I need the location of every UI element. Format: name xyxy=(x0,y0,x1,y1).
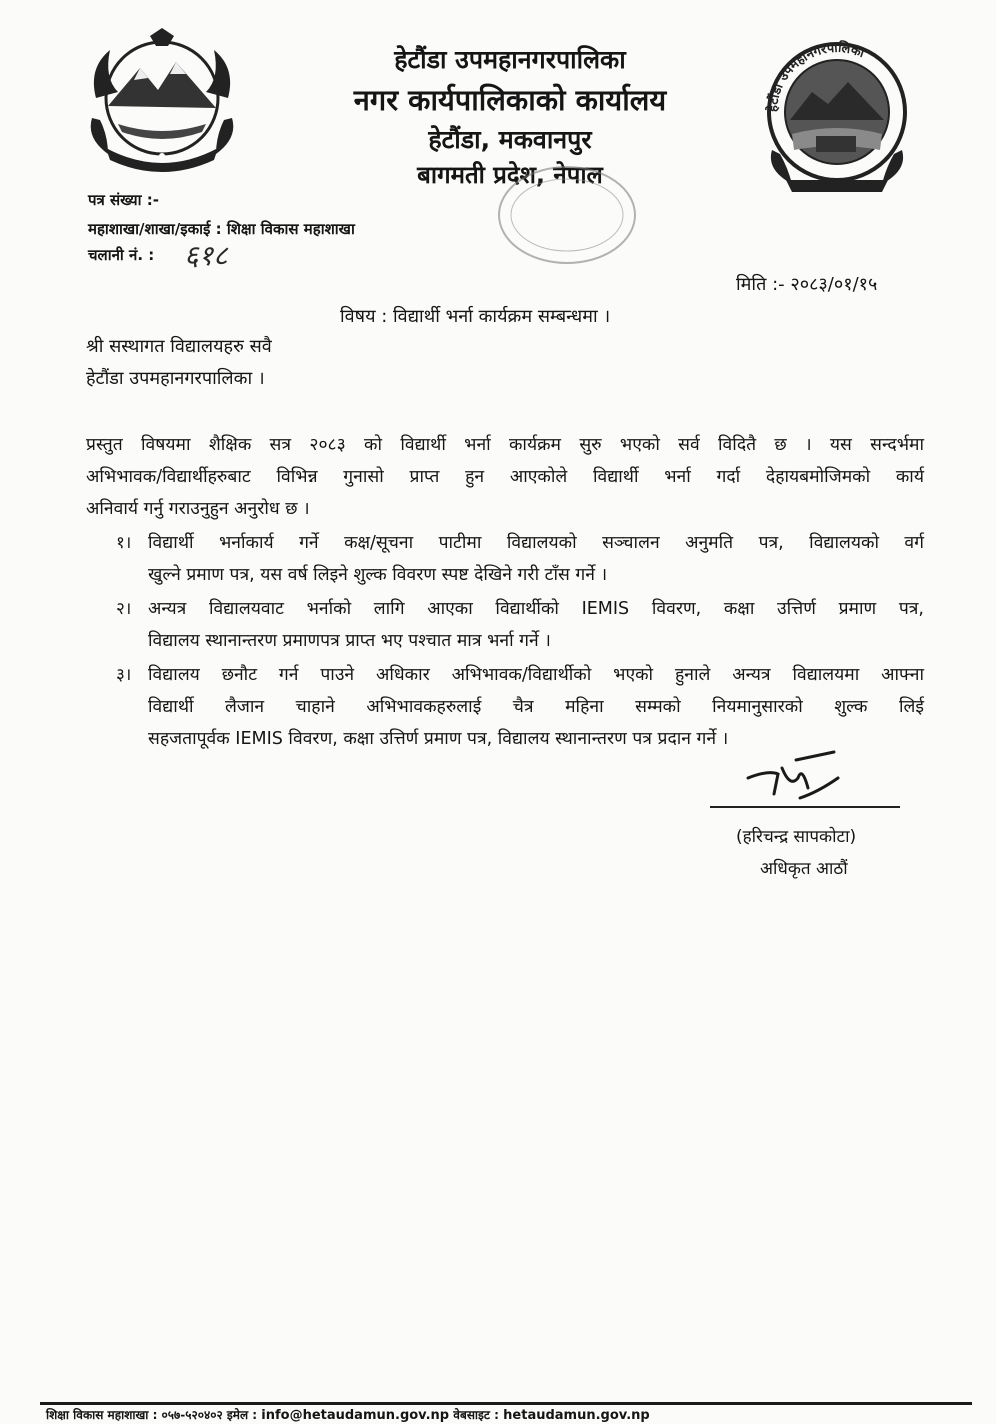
point-line: विद्यालय स्थानान्तरण प्रमाणपत्र प्राप्त भए पश्चात मात्र भर्ना गर्ने । xyxy=(148,631,551,651)
dispatch-number-label: चलानी नं. : xyxy=(88,246,155,264)
point-line: अन्यत्र विद्यालयवाट भर्नाको लागि आएका विद्यार्थीको IEMIS विवरण, कक्षा उत्तिर्ण प्रमाण पत्र, xyxy=(148,599,924,619)
letter-subject: विषय : विद्यार्थी भर्ना कार्यक्रम सम्बन्धमा । xyxy=(340,306,611,327)
point-line: विद्यालय छनौट गर्न पाउने अधिकार अभिभावक/विद्यार्थीको भएको हुनाले अन्यत्र विद्यालयमा आफ्ना xyxy=(148,665,924,685)
handwritten-signature xyxy=(738,748,848,808)
footer-phone: शिक्षा विकास महाशाखा : ०५७-५२०४०२ xyxy=(46,1408,223,1422)
seal-text: हेटौंडा उपमहानगरपालिका xyxy=(765,40,867,113)
dispatch-number-value: ६१८ xyxy=(184,239,228,272)
header-line-4: बागमती प्रदेश, नेपाल xyxy=(417,161,603,189)
recipient-line-1: श्री सस्थागत विद्यालयहरु सवै xyxy=(86,336,272,357)
footer-email[interactable]: info@hetaudamun.gov.np xyxy=(261,1408,450,1423)
point-line: सहजतापूर्वक IEMIS विवरण, कक्षा उत्तिर्ण प्रमाण पत्र, विद्यालय स्थानान्तरण पत्र प्रदान गर्ने । xyxy=(148,729,729,749)
nepal-government-emblem xyxy=(78,28,246,176)
point-number: २। xyxy=(116,599,132,619)
header-line-3: हेटौंडा, मकवानपुर xyxy=(428,125,592,154)
point-number: ३। xyxy=(116,665,132,685)
recipient-line-2: हेटौंडा उपमहानगरपालिका । xyxy=(86,368,265,389)
signatory-title: अधिकृत आठौं xyxy=(760,859,848,879)
footer-contact xyxy=(46,1406,650,1423)
point-number: १। xyxy=(116,533,132,553)
intro-line: अनिवार्य गर्नु गराउनुहुन अनुरोध छ । xyxy=(86,499,310,519)
letter-number-label: पत्र संख्या :- xyxy=(88,191,159,209)
letter-date: मिति :- २०८३/०१/१५ xyxy=(736,274,878,295)
office-stamp-impression xyxy=(492,160,642,270)
footer-web-label: वेबसाइट : xyxy=(453,1408,499,1422)
signatory-name: (हरिचन्द्र सापकोटा) xyxy=(736,827,857,847)
intro-line: अभिभावक/विद्यार्थीहरुबाट विभिन्न गुनासो प्राप्त हुन आएकोले विद्यार्थी भर्ना गर्दा देहायबमोजिमको कार्य xyxy=(86,467,924,487)
point-line: विद्यार्थी लैजान चाहाने अभिभावकहरुलाई चैत्र महिना सम्मको नियमानुसारको शुल्क लिई xyxy=(148,697,924,717)
footer-email-label: इमेल : xyxy=(226,1408,258,1422)
footer-divider xyxy=(40,1402,972,1405)
header-line-2: नगर कार्यपालिकाको कार्यालय xyxy=(353,83,667,117)
intro-line: प्रस्तुत विषयमा शैक्षिक सत्र २०८३ को विद्यार्थी भर्ना कार्यक्रम सुरु भएको सर्व विदितै छ । यस सन्दर्भमा xyxy=(86,435,924,455)
point-line: विद्यार्थी भर्नाकार्य गर्ने कक्ष/सूचना पाटीमा विद्यालयको सञ्चालन अनुमति पत्र, विद्यालयको वर्ग xyxy=(148,533,924,553)
branch-label: महाशाखा/शाखा/इकाई : शिक्षा विकास महाशाखा xyxy=(88,220,355,238)
signature-rule xyxy=(710,806,900,808)
footer-website[interactable]: hetaudamun.gov.np xyxy=(503,1408,650,1423)
municipality-seal xyxy=(752,30,922,196)
header-line-1: हेटौंडा उपमहानगरपालिका xyxy=(394,45,626,74)
point-line: खुल्ने प्रमाण पत्र, यस वर्ष लिइने शुल्क विवरण स्पष्ट देखिने गरी टाँस गर्ने । xyxy=(148,565,608,585)
